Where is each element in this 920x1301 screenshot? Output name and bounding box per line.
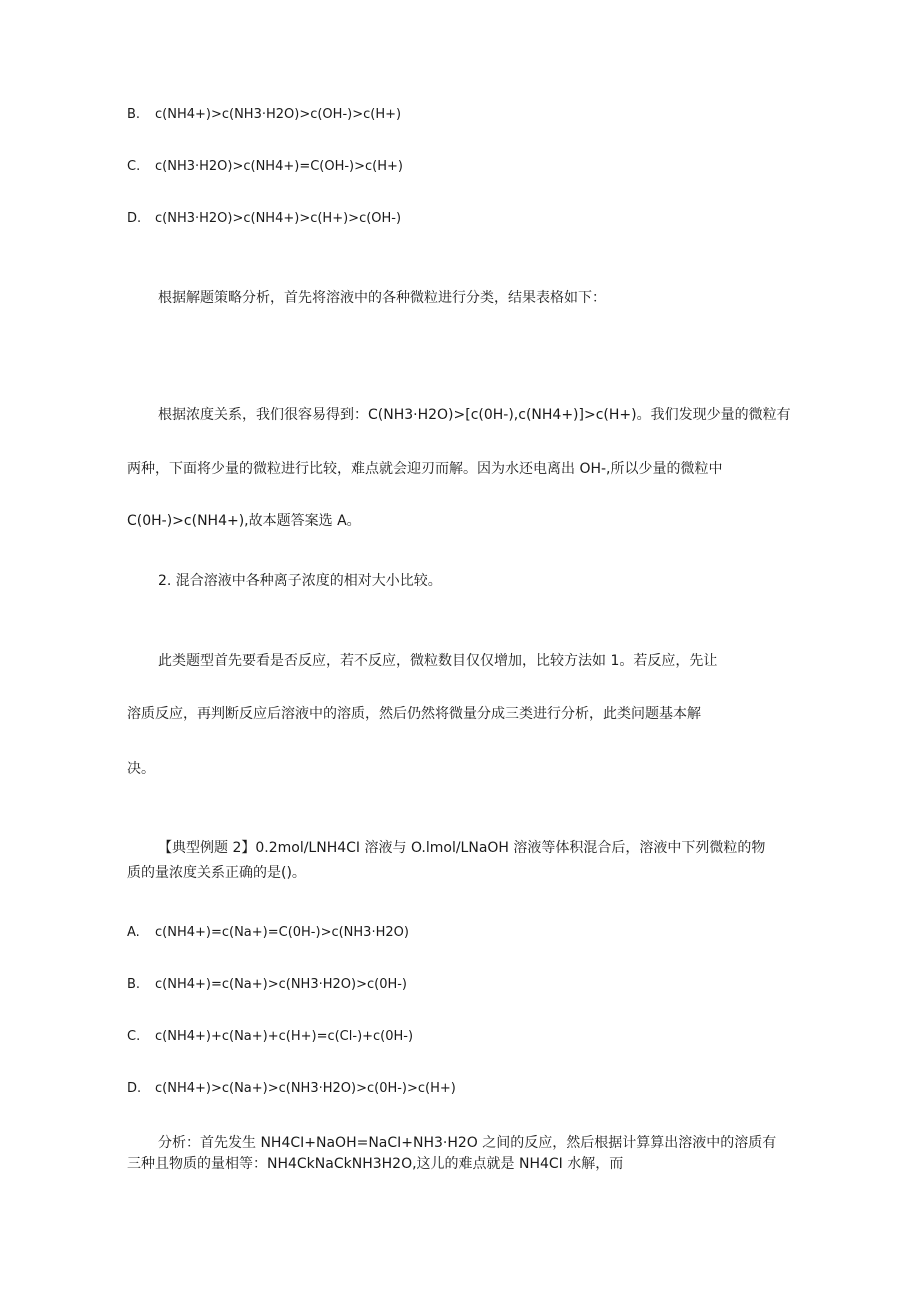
option-text: c(NH4+)=c(Na+)=C(0H-)>c(NH3·H2O) [155, 925, 409, 940]
option-letter: B. [127, 977, 141, 992]
type-paragraph-line: 决。 [127, 761, 155, 777]
option-letter: D. [127, 211, 142, 226]
option-letter: D. [127, 1081, 142, 1096]
concentration-paragraph-line: 根据浓度关系，我们很容易得到：C(NH3·H2O)>[c(0H-),c(NH4+)]>c(H+)。我们发现少量的微粒有 [158, 407, 791, 423]
concentration-paragraph-line: C(0H-)>c(NH4+),故本题答案选 A。 [127, 513, 361, 529]
example-question-line: 质的量浓度关系正确的是()。 [127, 865, 306, 881]
option-letter: A. [127, 925, 140, 940]
type-paragraph-line: 溶质反应，再判断反应后溶液中的溶质，然后仍然将微量分成三类进行分析，此类问题基本解 [127, 706, 701, 722]
analysis-line: 三种且物质的量相等：NH4CkNaCkNH3H2O,这儿的难点就是 NH4CI 水解，而 [127, 1156, 624, 1172]
concentration-paragraph-line: 两种，下面将少量的微粒进行比较，难点就会迎刃而解。因为水还电离出 OH-,所以少量的微粒中 [127, 461, 723, 477]
option-letter: B. [127, 107, 141, 122]
option-text: c(NH4+)+c(Na+)+c(H+)=c(Cl-)+c(0H-) [155, 1029, 414, 1044]
option-c [127, 158, 403, 176]
option-text: c(NH4+)>c(Na+)>c(NH3·H2O)>c(0H-)>c(H+) [155, 1081, 456, 1096]
option-text: c(NH3·H2O)>c(NH4+)=C(OH-)>c(H+) [155, 159, 403, 174]
option-letter: C. [127, 1029, 141, 1044]
section-heading: 2. 混合溶液中各种离子浓度的相对大小比较。 [158, 573, 442, 589]
example-question-line: 【典型例题 2】0.2mol∕LNH4CI 溶液与 O.lmol/LNaOH 溶液等体积混合后，溶液中下列微粒的物 [158, 840, 766, 856]
option-c [127, 1028, 413, 1046]
analysis-line: 分析：首先发生 NH4CI+NaOH=NaCI+NH3·H2O 之间的反应，然后根据计算算出溶液中的溶质有 [158, 1135, 777, 1151]
option-b [127, 976, 407, 994]
option-text: c(NH3·H2O)>c(NH4+)>c(H+)>c(OH-) [155, 211, 402, 226]
option-d [127, 1080, 456, 1098]
option-d [127, 210, 401, 228]
option-text: c(NH4+)=c(Na+)>c(NH3·H2O)>c(0H-) [155, 977, 408, 992]
option-letter: C. [127, 159, 141, 174]
option-a [127, 924, 409, 942]
strategy-paragraph: 根据解题策略分析，首先将溶液中的各种微粒进行分类，结果表格如下： [158, 290, 606, 306]
option-text: c(NH4+)>c(NH3·H2O)>c(OH-)>c(H+) [155, 107, 402, 122]
type-paragraph-line: 此类题型首先要看是否反应，若不反应，微粒数目仅仅增加，比较方法如 1。若反应，先让 [158, 653, 718, 669]
option-b [127, 106, 401, 124]
